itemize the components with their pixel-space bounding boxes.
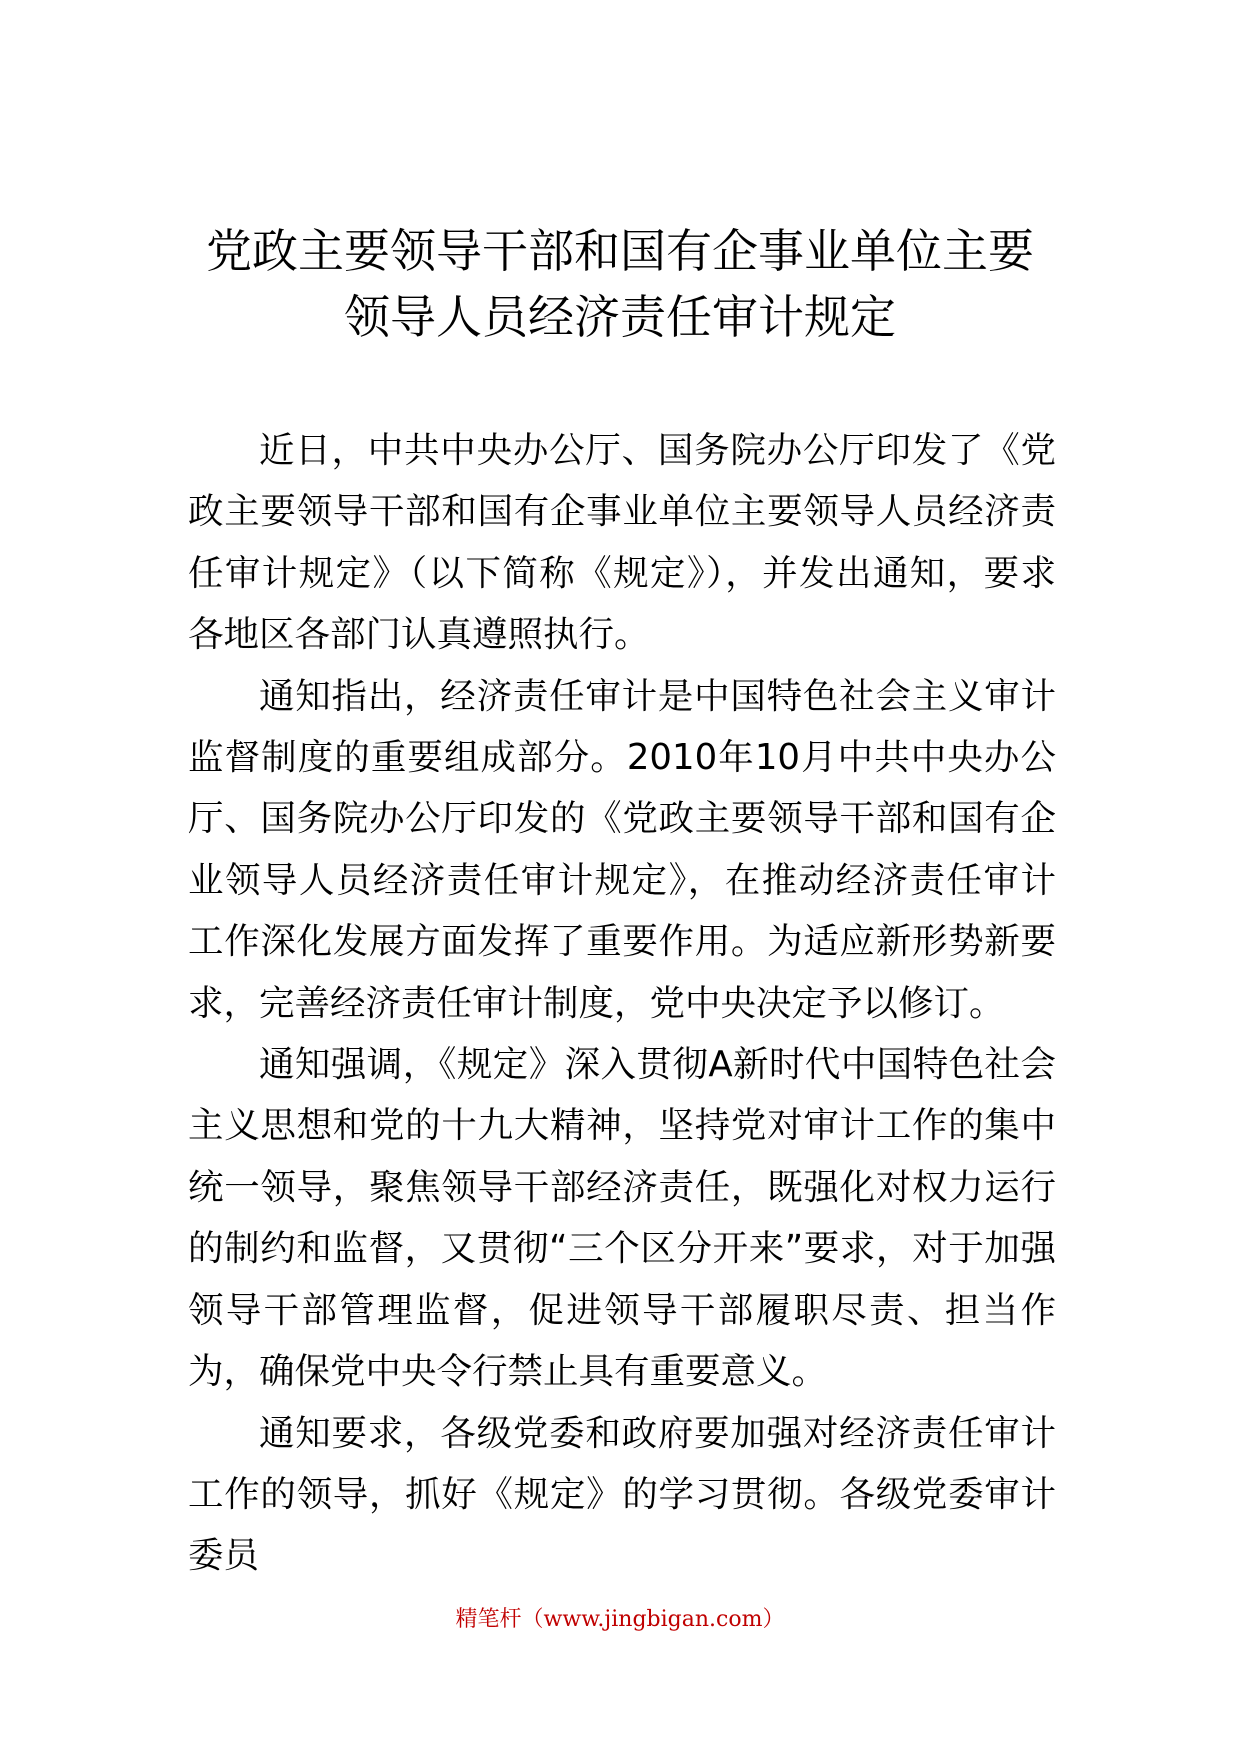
document-body: [188, 420, 1056, 1587]
footer-watermark: 精笔杆（www.jingbigan.com）: [455, 1607, 785, 1632]
paragraph-1: 近日，中共中央办公厅、国务院办公厅印发了《党政主要领导干部和国有企事业单位主要领导人员经济责任审计规定》（以下简称《规定》），并发出通知，要求各地区各部门认真遵照执行。: [188, 430, 1056, 656]
paragraph-3: 通知强调，《规定》深入贯彻A新时代中国特色社会主义思想和党的十九大精神，坚持党对审计工作的集中统一领导，聚焦领导干部经济责任，既强化对权力运行的制约和监督，又贯彻“三个区分开来”要求，对于加强领导干部管理监督，促进领导干部履职尽责、担当作为，确保党中央令行禁止具有重要意义。: [188, 1044, 1056, 1393]
paragraph-4: 通知要求，各级党委和政府要加强对经济责任审计工作的领导，抓好《规定》的学习贯彻。各级党委审计委员: [188, 1412, 1056, 1577]
paragraph-2: 通知指出，经济责任审计是中国特色社会主义审计监督制度的重要组成部分。2010年10月中共中央办公厅、国务院办公厅印发的《党政主要领导干部和国有企业领导人员经济责任审计规定》，在推动经济责任审计工作深化发展方面发挥了重要作用。为适应新形势新要求，完善经济责任审计制度，党中央决定予以修订。: [188, 675, 1056, 1024]
document-title: [150, 218, 1090, 350]
title-line-2: 领导人员经济责任审计规定: [344, 290, 896, 344]
title-line-1: 党政主要领导干部和国有企事业单位主要: [206, 224, 1034, 278]
